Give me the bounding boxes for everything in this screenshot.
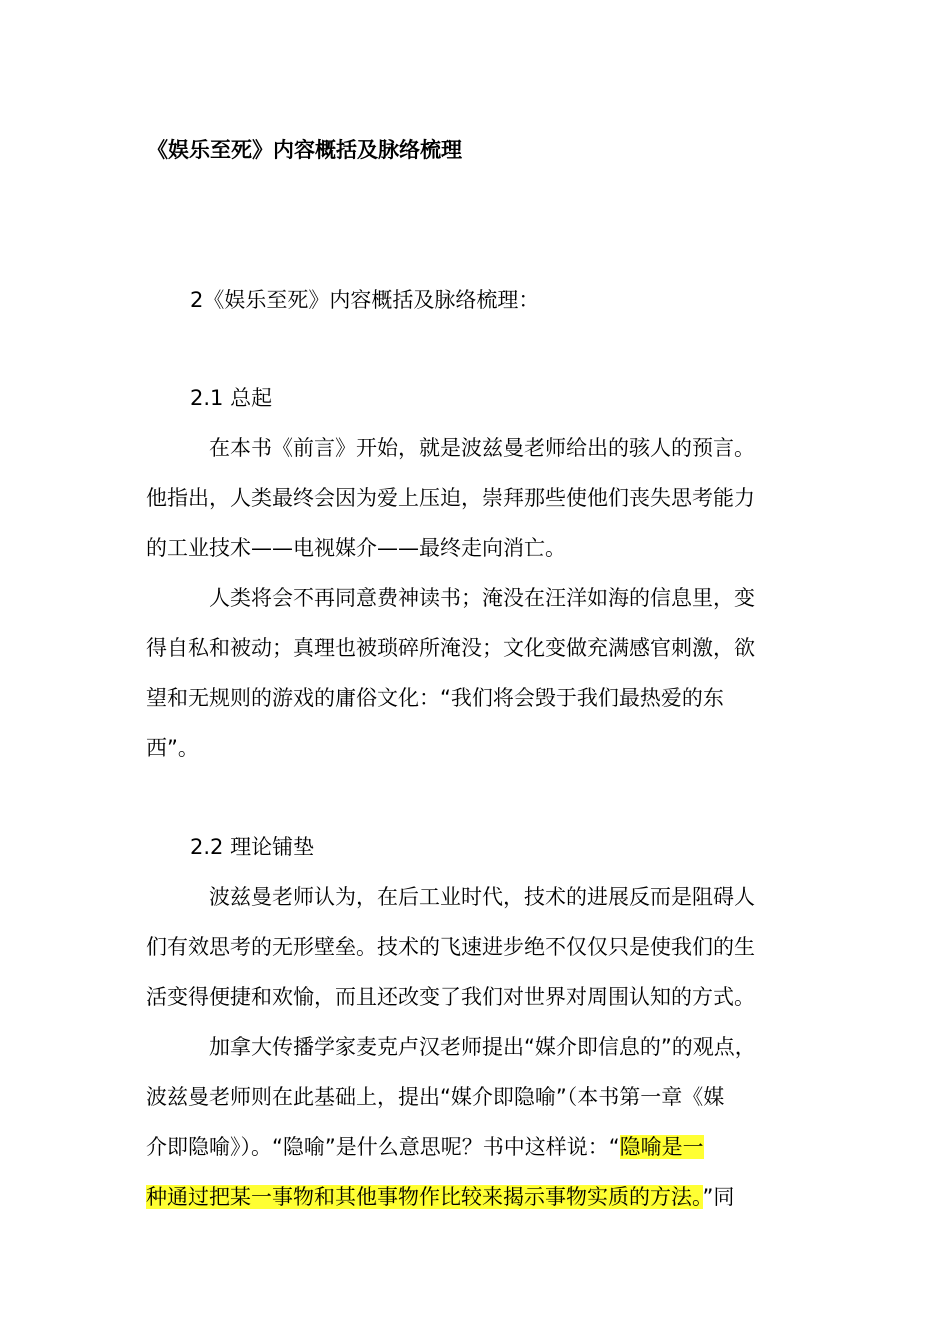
paragraph-line: 们有效思考的无形壁垒。技术的飞速进步绝不仅仅只是使我们的生 bbox=[146, 935, 755, 959]
paragraph-line: 的工业技术——电视媒介——最终走向消亡。 bbox=[146, 536, 566, 560]
paragraph-line: 在本书《前言》开始，就是波兹曼老师给出的骇人的预言。 bbox=[209, 436, 755, 460]
paragraph-technology-barrier bbox=[146, 872, 796, 1022]
line-text: 介即隐喻》）。“隐喻”是什么意思呢？书中这样说：“ bbox=[146, 1135, 620, 1159]
section-heading-2-2: 2.2 理论铺垫 bbox=[190, 835, 315, 859]
paragraph-consequences bbox=[146, 573, 796, 773]
paragraph-line: 波兹曼老师则在此基础上，提出“媒介即隐喻”（本书第一章《媒 bbox=[146, 1085, 725, 1109]
paragraph-preface-prophecy bbox=[146, 423, 796, 573]
paragraph-line: 波兹曼老师认为，在后工业时代，技术的进展反而是阻碍人 bbox=[209, 885, 755, 909]
paragraph-line: 人类将会不再同意费神读书；淹没在汪洋如海的信息里，变 bbox=[209, 586, 755, 610]
paragraph-line: 望和无规则的游戏的庸俗文化：“我们将会毁于我们最热爱的东 bbox=[146, 686, 724, 710]
paragraph-line: 他指出，人类最终会因为爱上压迫，崇拜那些使他们丧失思考能力 bbox=[146, 486, 755, 510]
paragraph-line bbox=[146, 1122, 796, 1172]
paragraph-medium-metaphor bbox=[146, 1022, 796, 1222]
paragraph-line: 加拿大传播学家麦克卢汉老师提出“媒介即信息的”的观点， bbox=[209, 1035, 756, 1059]
paragraph-line bbox=[146, 1172, 796, 1222]
section-heading-2-1: 2.1 总起 bbox=[190, 386, 273, 410]
paragraph-line: 得自私和被动；真理也被琐碎所淹没；文化变做充满感官刺激，欲 bbox=[146, 636, 755, 660]
highlighted-text: 隐喻是一 bbox=[619, 1135, 704, 1159]
paragraph-line: 活变得便捷和欢愉，而且还改变了我们对世界对周围认知的方式。 bbox=[146, 985, 755, 1009]
document-title: 《娱乐至死》内容概括及脉络梳理 bbox=[147, 138, 462, 162]
highlighted-text: 种通过把某一事物和其他事物作比较来揭示事物实质的方法。 bbox=[146, 1185, 703, 1209]
paragraph-line: 西”。 bbox=[146, 736, 199, 760]
line-text: ”同 bbox=[702, 1185, 735, 1209]
section-heading-2: 2《娱乐至死》内容概括及脉络梳理： bbox=[190, 288, 540, 312]
